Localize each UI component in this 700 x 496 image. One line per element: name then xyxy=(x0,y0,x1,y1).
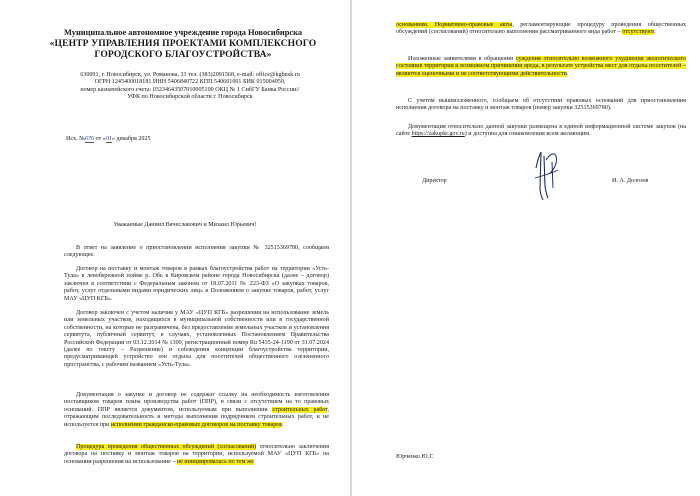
org-name-line1: Муниципальное автономное учреждение города Новосибирска xyxy=(63,28,303,37)
highlight-public-discussions: Процедура проведения общественных обсуждений (согласований) xyxy=(76,444,257,450)
handwritten-signature xyxy=(532,148,560,202)
highlight-absent: отсутствуют xyxy=(622,29,655,36)
paragraph-3: Договор заключен с учетом наличия у МАУ «ЦУП КГБ» разрешения на использование земель или земельных участков, находящихся в муниципальной собственности или в государственной собственности, на которые не разграничена, без предоставления земельных участков и установления сервитута, публичный сервитут, в случаях, установленных Постановлением Правительства Российской Федерации от 03.12.2014 № 1300, регистрационный номер Ru 5435-24-1190 от 31.07.2024 (далее по тексту – Разрешение) и соблюдения концепции благоустройства территории, предусматривающей устройство зон отдыха для посетителей общественного озелененного пространства, с рабочим названием «Усть-Тула». xyxy=(64,310,329,368)
address-line-3: номер казначейского счета: 03234643507010005100 ОКЦ № 1 СибГУ Банка России// xyxy=(80,86,300,93)
r-paragraph-1: основаниям. Нормативно-правовые акты, регламентирующие процедуру проведения общественных обсуждений (согласований) относительно выполнения рассматриваемого вида работ – отсутствуют. xyxy=(396,22,686,36)
org-address-block xyxy=(48,72,332,102)
letter-page-2 xyxy=(352,0,700,496)
address-line-2: ОГРН 1245400018181 ИНН 5406840722 КПП 540601001 БИК 015004950, xyxy=(94,79,286,86)
r-paragraph-2: Изложенные заявителями в обращении суждения относительно возможного ухудшения экологического состояния территории и возможном причинении вреда, в результате устройства мест для отдыха посетителей – являются оценочными и не соответствующими действительности. xyxy=(396,56,686,77)
ref-day: 01 xyxy=(105,136,112,142)
director-name: И. А. Долозов xyxy=(612,178,649,184)
executor-name: Юрченко Ю.Г. xyxy=(396,454,434,460)
org-name-line2: «ЦЕНТР УПРАВЛЕНИЯ ПРОЕКТАМИ КОМПЛЕКСНОГО ГОРОДСКОГО БЛАГОУСТРОЙСТВА» xyxy=(49,38,317,61)
r-paragraph-4: Документация относительно данной закупки размещена в единой информационной системе закупок (на сайте https://zakupki.gov.ru) и доступна для ознакомления всем желающим. xyxy=(396,124,686,138)
r-paragraph-3: С учетом вышеизложенного, сообщаем об отсутствии правовых оснований для приостановления исполнения договора на поставку и монтаж товаров (номер закупки 32515369780). xyxy=(396,98,686,112)
director-title: Директор xyxy=(422,178,447,184)
address-line-4: УФК по Новосибирской области г. Новосибирск xyxy=(127,94,253,101)
ref-number: 676 xyxy=(84,136,95,142)
highlight-judgments: суждения относительно возможного ухудшения экологического состояния территории и возможном причинении вреда, в результате устройства мест для отдыха посетителей – являются оценочными и не соответствующими действительности xyxy=(396,56,686,77)
address-line-1: 630091, г. Новосибирск, ул. Романова, 33 тел. (383)2091568, e-mail: office@kgbnsk.ru xyxy=(80,72,300,78)
paragraph-4: Документация о закупке и договор не содержат ссылку на необходимость изготовления поставщиком товаров плана производства работ (ППР), в связи с отсутствием на то правовых оснований. ППР является документом, используемым при выполнении строительных работ, отражающим последовательность и методы выполнения подрядчиком строительных работ, и не используется при исполнении гражданско-правовых договоров на поставку товаров. xyxy=(64,392,329,428)
paragraph-1: В ответ на заявление о приостановлении исполнения закупки № 32515369780, сообщаем следующее. xyxy=(64,245,329,259)
outgoing-reference: Исх. №676 от «01» декабря 2025 xyxy=(66,136,151,142)
highlight-civil-contracts: исполнении гражданско-правовых договоров на поставку товаров xyxy=(110,421,283,428)
highlight-legal-acts: основаниям. Нормативно-правовые акты xyxy=(396,22,513,28)
highlight-construction-works: строительных работ xyxy=(272,406,328,413)
zakupki-link[interactable]: https://zakupki.gov.ru xyxy=(411,131,465,138)
highlight-not-initiated: не инициировалась по тем же xyxy=(176,458,254,465)
paragraph-5: Процедура проведения общественных обсуждений (согласований) относительно заключения договора на поставку и монтаж товаров на территории, используемой МАУ «ЦУП КГБ» на основании разрешения на использование – не инициировалась по тем же xyxy=(64,444,329,465)
paragraph-2: Договор на поставку и монтаж товаров в рамках благоустройства работ на территории «Усть-Тула» в левобережной пойме р. Обь в Кировском районе города Новосибирска (далее – договор) заключен в соответствии с Федеральным законом от 18.07.2011 № 223-ФЗ «О закупках товаров, работ, услуг отдельными видами юридических лиц» и Положением о закупке товаров, работ, услуг МАУ «ЦУП КГБ». xyxy=(64,266,329,302)
greeting: Уважаемые Даниил Вячеславович и Михаил Юрьевич! xyxy=(113,222,257,228)
